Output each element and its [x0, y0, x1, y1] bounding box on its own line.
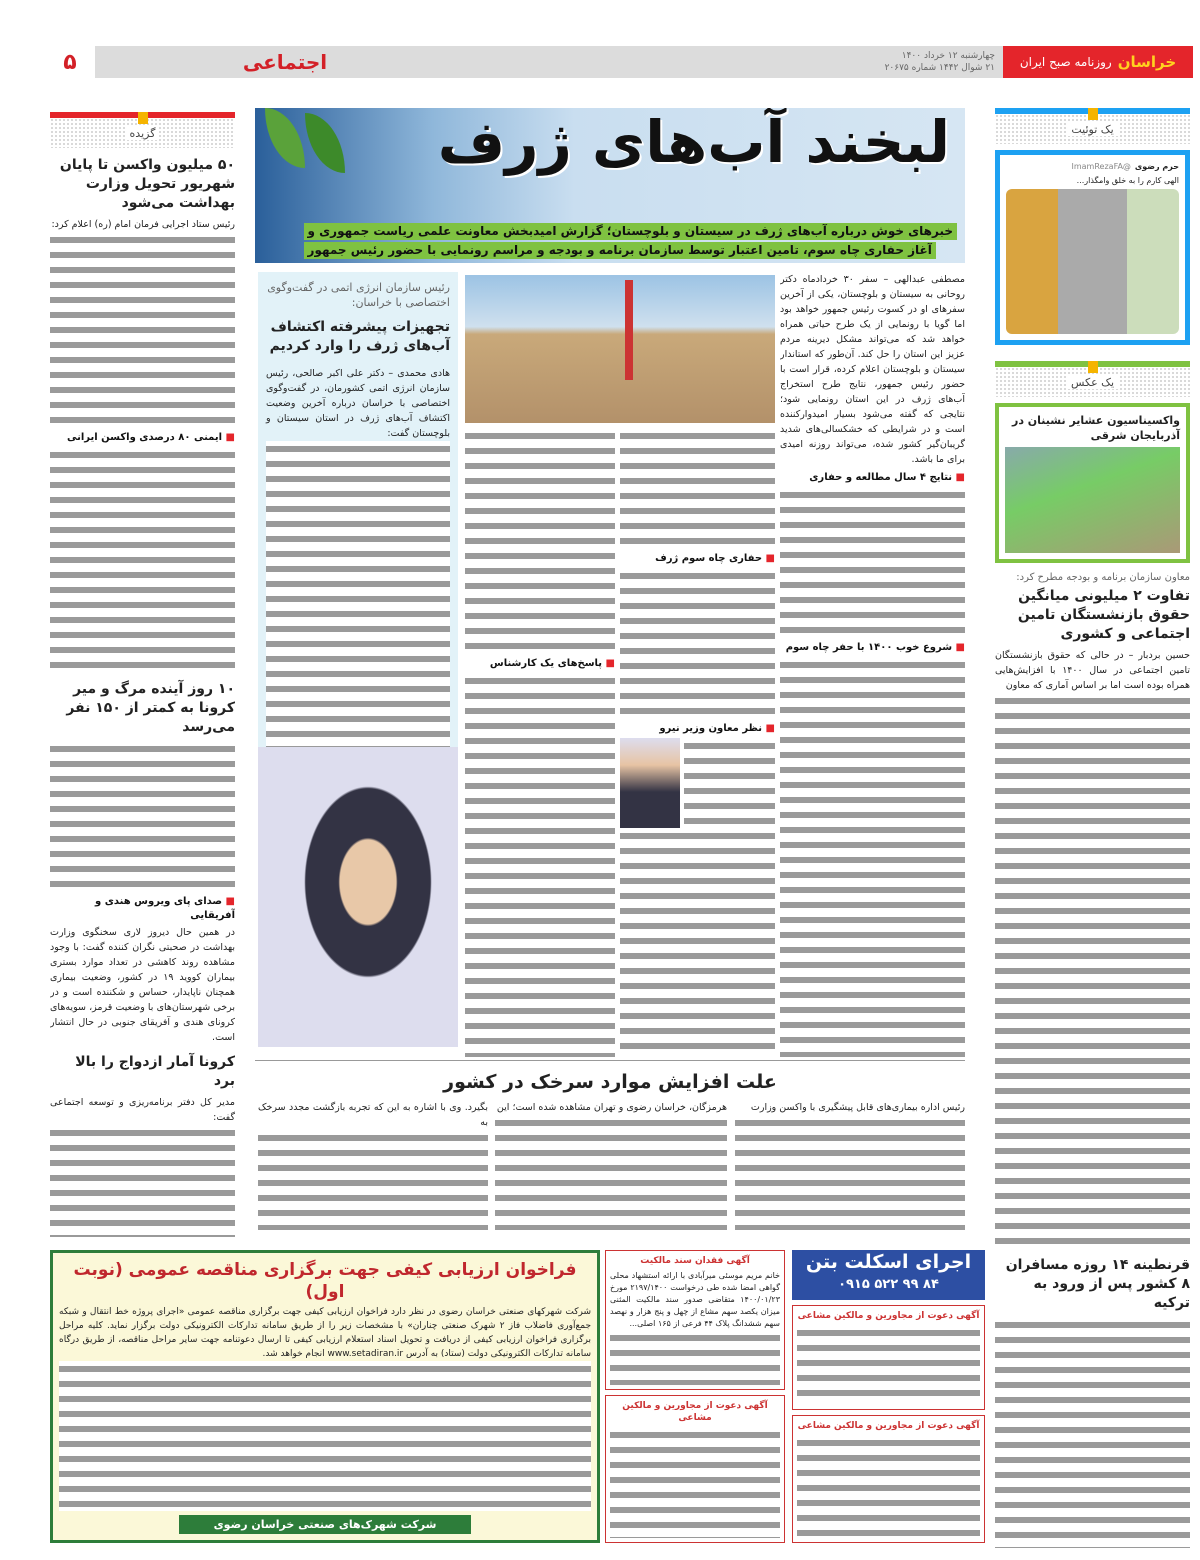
ad-title: اجرای اسکلت بتن: [805, 1251, 972, 1273]
date-line1: چهارشنبه ۱۲ خرداد ۱۴۰۰: [901, 51, 995, 61]
page-number: ۵: [45, 46, 95, 78]
interview-lead: هادی محمدی – دکتر علی اکبر صالحی، رئیس سازمان انرژی اتمی کشورمان، در گفت‌وگوی اختصاصی با خراسان درباره آخرین وضعیت اکتشاف آب‌های ژرف در استان سیستان و بلوچستان گفت:: [266, 368, 450, 439]
article-text: [735, 1115, 965, 1230]
label-text: گزیده: [126, 127, 160, 140]
issue-date: [885, 50, 995, 74]
article-text: [258, 1130, 488, 1230]
tweet-label: [995, 108, 1190, 144]
label-text: یک عکس: [1067, 376, 1118, 389]
article-text: [50, 1125, 235, 1237]
photo-label: [995, 361, 1190, 397]
lost-deed-ad: [605, 1250, 785, 1390]
news-title: ۱۰ روز آینده مرگ و میر کرونا به کمتر از ۱۵۰ نفر می‌رسد: [66, 681, 235, 735]
photo-card: [995, 403, 1190, 563]
article-text: [780, 657, 965, 1057]
ad-phone: ۰۹۱۵ ۵۲۲ ۹۹ ۸۴: [838, 1277, 939, 1292]
tweet-card[interactable]: [995, 150, 1190, 345]
ad-text: [797, 1435, 980, 1538]
interviewee-photo: [258, 747, 458, 1047]
tweet-user: حرم رضوی: [1134, 162, 1179, 171]
measles-col-3: [258, 1100, 488, 1230]
tweet-text: الهی کارم را به خلق وامگذار...: [1076, 176, 1179, 185]
subhead-5: ■ نظر معاون وزیر نیرو: [620, 722, 775, 736]
banner-subtitles: [304, 223, 957, 259]
ad-title: آگهی فقدان سند مالکیت: [640, 1256, 750, 1266]
label-text: یک توئیت: [1067, 123, 1117, 136]
tweet-handle: @ImamRezaFA: [1071, 162, 1131, 171]
subhead-4: ■ پاسخ‌های یک کارشناس: [465, 657, 615, 671]
tweet-photo: [1006, 189, 1179, 334]
tender-footer: شرکت شهرک‌های صنعتی خراسان رضوی: [179, 1515, 471, 1534]
main-headline: لبخند آب‌های ژرف: [437, 108, 950, 176]
ad-text: خانم مریم موسئی میرآبادی با ارائه استشهاد محلی گواهی امضا شده طی درخواست ۲۱۹۷/۱۴۰۰ مورخ ۱۴۰۰/۰۱/۲۳ متقاضی صدور سند مالکیت المثنی میزان یکصد سهم مشاع از چهل و پنج هزار و نهصد سهم ششدانگ پلاک ۴۴ فرعی از ۱۶۵ اصلی...: [610, 1271, 781, 1328]
ad-title: آگهی دعوت از مجاورین و مالکین مشاعی: [797, 1421, 980, 1431]
date-line2: ۲۱ شوال ۱۴۴۲ شماره ۲۰۶۷۵: [884, 63, 995, 73]
article-text: [50, 741, 235, 891]
leaf-icon: [305, 113, 345, 173]
article-lead: مصطفی عبدالهی – سفر ۳۰ خردادماه دکتر روحانی به سیستان و بلوچستان، یکی از آخرین سفرهای او در کسوت رئیس جمهور خواهد بود اما گویا با رونمایی از یک طرح حیاتی همراه خواهد شد که می‌تواند مشکل دیرینه مردم عزیز این استان را حل کند. آن‌طور که استاندار سیستان و بلوچستان اعلام کرده، قرار است با حضور رئیس جمهور، نتایج طرح استخراج آب‌های ژرف در این استان رونمایی شود؛ نتایجی که گفته می‌شود بسیار امیدوارکننده است و در شرایطی که خشکسالی‌های شدید گریبان‌گیر کشور شده، می‌تواند روزنه امیدی برای ما باشد.: [780, 274, 965, 465]
measles-col-1: [735, 1100, 965, 1230]
measles-text: بگیرد. وی با اشاره به این که تجربه بازگشت مجدد سرخک به: [258, 1102, 488, 1128]
article-text: [620, 568, 775, 718]
news-title: تفاوت ۲ میلیونی میانگین حقوق بازنشستگان تامین اجتماعی و کشوری: [1017, 588, 1190, 642]
right-column: [995, 108, 1190, 1548]
banner-subtitle-1: خبرهای خوش درباره آب‌های ژرف در سیستان و بلوچستان؛ گزارش امیدبخش معاونت علمی ریاست جمهوری و: [304, 223, 957, 240]
tender-title: فراخوان ارزیابی کیفی جهت برگزاری مناقصه عمومی (نوبت اول): [73, 1260, 577, 1302]
article-column-2: [620, 428, 775, 1057]
tender-text: شرکت شهرکهای صنعتی خراسان رضوی در نظر دارد فراخوان ارزیابی کیفی جهت برگزاری مناقصه عمومی «اجرای پروژه خط انتقال و شبکه جمع‌آوری فاضلاب فاز ۲ شهرک صنعتی چناران» با مشخصات زیر را از طریق سامانه تدارکات الکترونیکی دولت برگزار نماید. کلیه مراحل برگزاری فراخوان ارزیابی کیفی از دریافت و تحویل اسناد استعلام ارزیابی کیفی تا ارسال دعوتنامه جهت سایر مراحل مناقصه، از طریق درگاه سامانه تدارکات الکترونیکی دولت (ستاد) به آدرس www.setadiran.ir انجام خواهد شد.: [59, 1307, 592, 1359]
news-text: در همین حال دیروز لاری سخنگوی وزارت بهداشت در صحبتی نگران کننده گفت: با وجود مشاهده روند کاهشی در تعداد موارد بستری بیماران کووید ۱۹ در کشور، وضعیت بیماری همچنان ناپایدار، حساس و شکننده است و در برخی شهرستان‌های با وضعیت قرمز، سویه‌های کرونای هندی و آفریقای جنوبی در حال انتشار است.: [50, 927, 235, 1043]
ad-title: آگهی دعوت از مجاورین و مالکین مشاعی: [797, 1311, 980, 1321]
article-text: [684, 738, 775, 828]
highlights-label: [50, 112, 235, 148]
vaccination-photo: [1005, 447, 1180, 553]
interview-box: [258, 272, 458, 1047]
interview-kicker: رئیس سازمان انرژی اتمی در گفت‌وگوی اختصاصی با خراسان:: [267, 281, 450, 309]
article-text: [995, 693, 1190, 1248]
drilling-rig-photo: [465, 275, 775, 423]
notice-ad: [792, 1415, 985, 1543]
deputy-block: [620, 738, 775, 828]
tender-ad: [50, 1250, 600, 1543]
photo-title: واکسیناسیون عشایر نشینان در آذربایجان شرقی: [1011, 414, 1180, 442]
news-subhead: ■ ایمنی ۸۰ درصدی واکسن ایرانی: [50, 431, 235, 445]
subhead-2: ■ شروع خوب ۱۴۰۰ با حفر چاه سوم: [780, 641, 965, 655]
subhead-1: ■ نتایج ۴ سال مطالعه و حفاری: [780, 471, 965, 485]
article-column-1: [780, 272, 965, 1057]
ad-text: [610, 1330, 780, 1385]
ad-text: [59, 1361, 591, 1511]
article-text: [465, 428, 615, 653]
news-lead: حسین بردبار – در حالی که حقوق بازنشستگان تامین اجتماعی در سال ۱۴۰۰ با افزایش‌هایی همراه بوده است اما بر اساس آماری که معاون: [995, 650, 1190, 691]
logo-tagline: روزنامه صبح ایران: [1019, 55, 1112, 69]
news-title: کرونا آمار ازدواج را بالا برد: [75, 1054, 235, 1089]
news-title: ۵۰ میلیون واکسن تا پایان شهریور تحویل وزارت بهداشت می‌شود: [59, 157, 235, 211]
rig-tower: [625, 280, 633, 380]
interview-text: [266, 441, 450, 747]
ad-text: [610, 1427, 780, 1538]
concrete-ad: [792, 1250, 985, 1300]
deputy-photo: [620, 738, 680, 828]
news-kicker: معاون سازمان برنامه و بودجه مطرح کرد:: [1016, 572, 1190, 583]
subhead-3: ■ حفاری چاه سوم ژرف: [620, 552, 775, 566]
article-text: [495, 1115, 727, 1230]
ad-text: [797, 1325, 980, 1405]
article-text: [620, 828, 775, 1057]
article-text: [995, 1317, 1190, 1548]
notice-ad: [605, 1395, 785, 1543]
news-text: رئیس ستاد اجرایی فرمان امام (ره) اعلام کرد:: [51, 219, 235, 230]
notice-ad: [792, 1305, 985, 1410]
news-text: مدیر کل دفتر برنامه‌ریزی و توسعه اجتماعی گفت:: [50, 1097, 235, 1123]
article-text: [780, 487, 965, 637]
left-column-highlights: [50, 112, 235, 1237]
article-text: [50, 447, 235, 672]
article-text: [50, 232, 235, 427]
measles-col-2: [495, 1100, 727, 1230]
tweet-header: [1006, 161, 1179, 172]
article-text: [620, 428, 775, 548]
leaf-icon: [265, 108, 305, 168]
measles-title: علت افزایش موارد سرخک در کشور: [443, 1071, 777, 1093]
headline-banner: [255, 108, 965, 263]
divider: [255, 1060, 965, 1061]
article-column-3: [465, 428, 615, 1057]
ad-title: آگهی دعوت از مجاورین و مالکین مشاعی: [622, 1401, 768, 1423]
news-subhead: ■ صدای پای ویروس هندی و آفریقایی: [50, 895, 235, 923]
banner-subtitle-2: آغاز حفاری چاه سوم، تامین اعتبار توسط سازمان برنامه و بودجه و مراسم رونمایی با حضور رئیس جمهور: [304, 242, 936, 259]
news-title: قرنطینه ۱۴ روزه مسافران ۸ کشور پس از ورود به ترکیه: [1005, 1257, 1190, 1311]
measles-text: رئیس اداره بیماری‌های قابل پیشگیری با واکسن وزارت: [750, 1102, 965, 1113]
article-text: [465, 673, 615, 1057]
interview-title: تجهیزات پیشرفته اکتشاف آب‌های ژرف را وارد کردیم: [269, 319, 450, 354]
measles-text: هرمزگان، خراسان رضوی و تهران مشاهده شده است؛ این: [496, 1102, 727, 1113]
logo-name: خراسان: [1117, 53, 1177, 71]
newspaper-logo[interactable]: [1003, 46, 1193, 78]
section-title: اجتماعی: [242, 50, 328, 74]
